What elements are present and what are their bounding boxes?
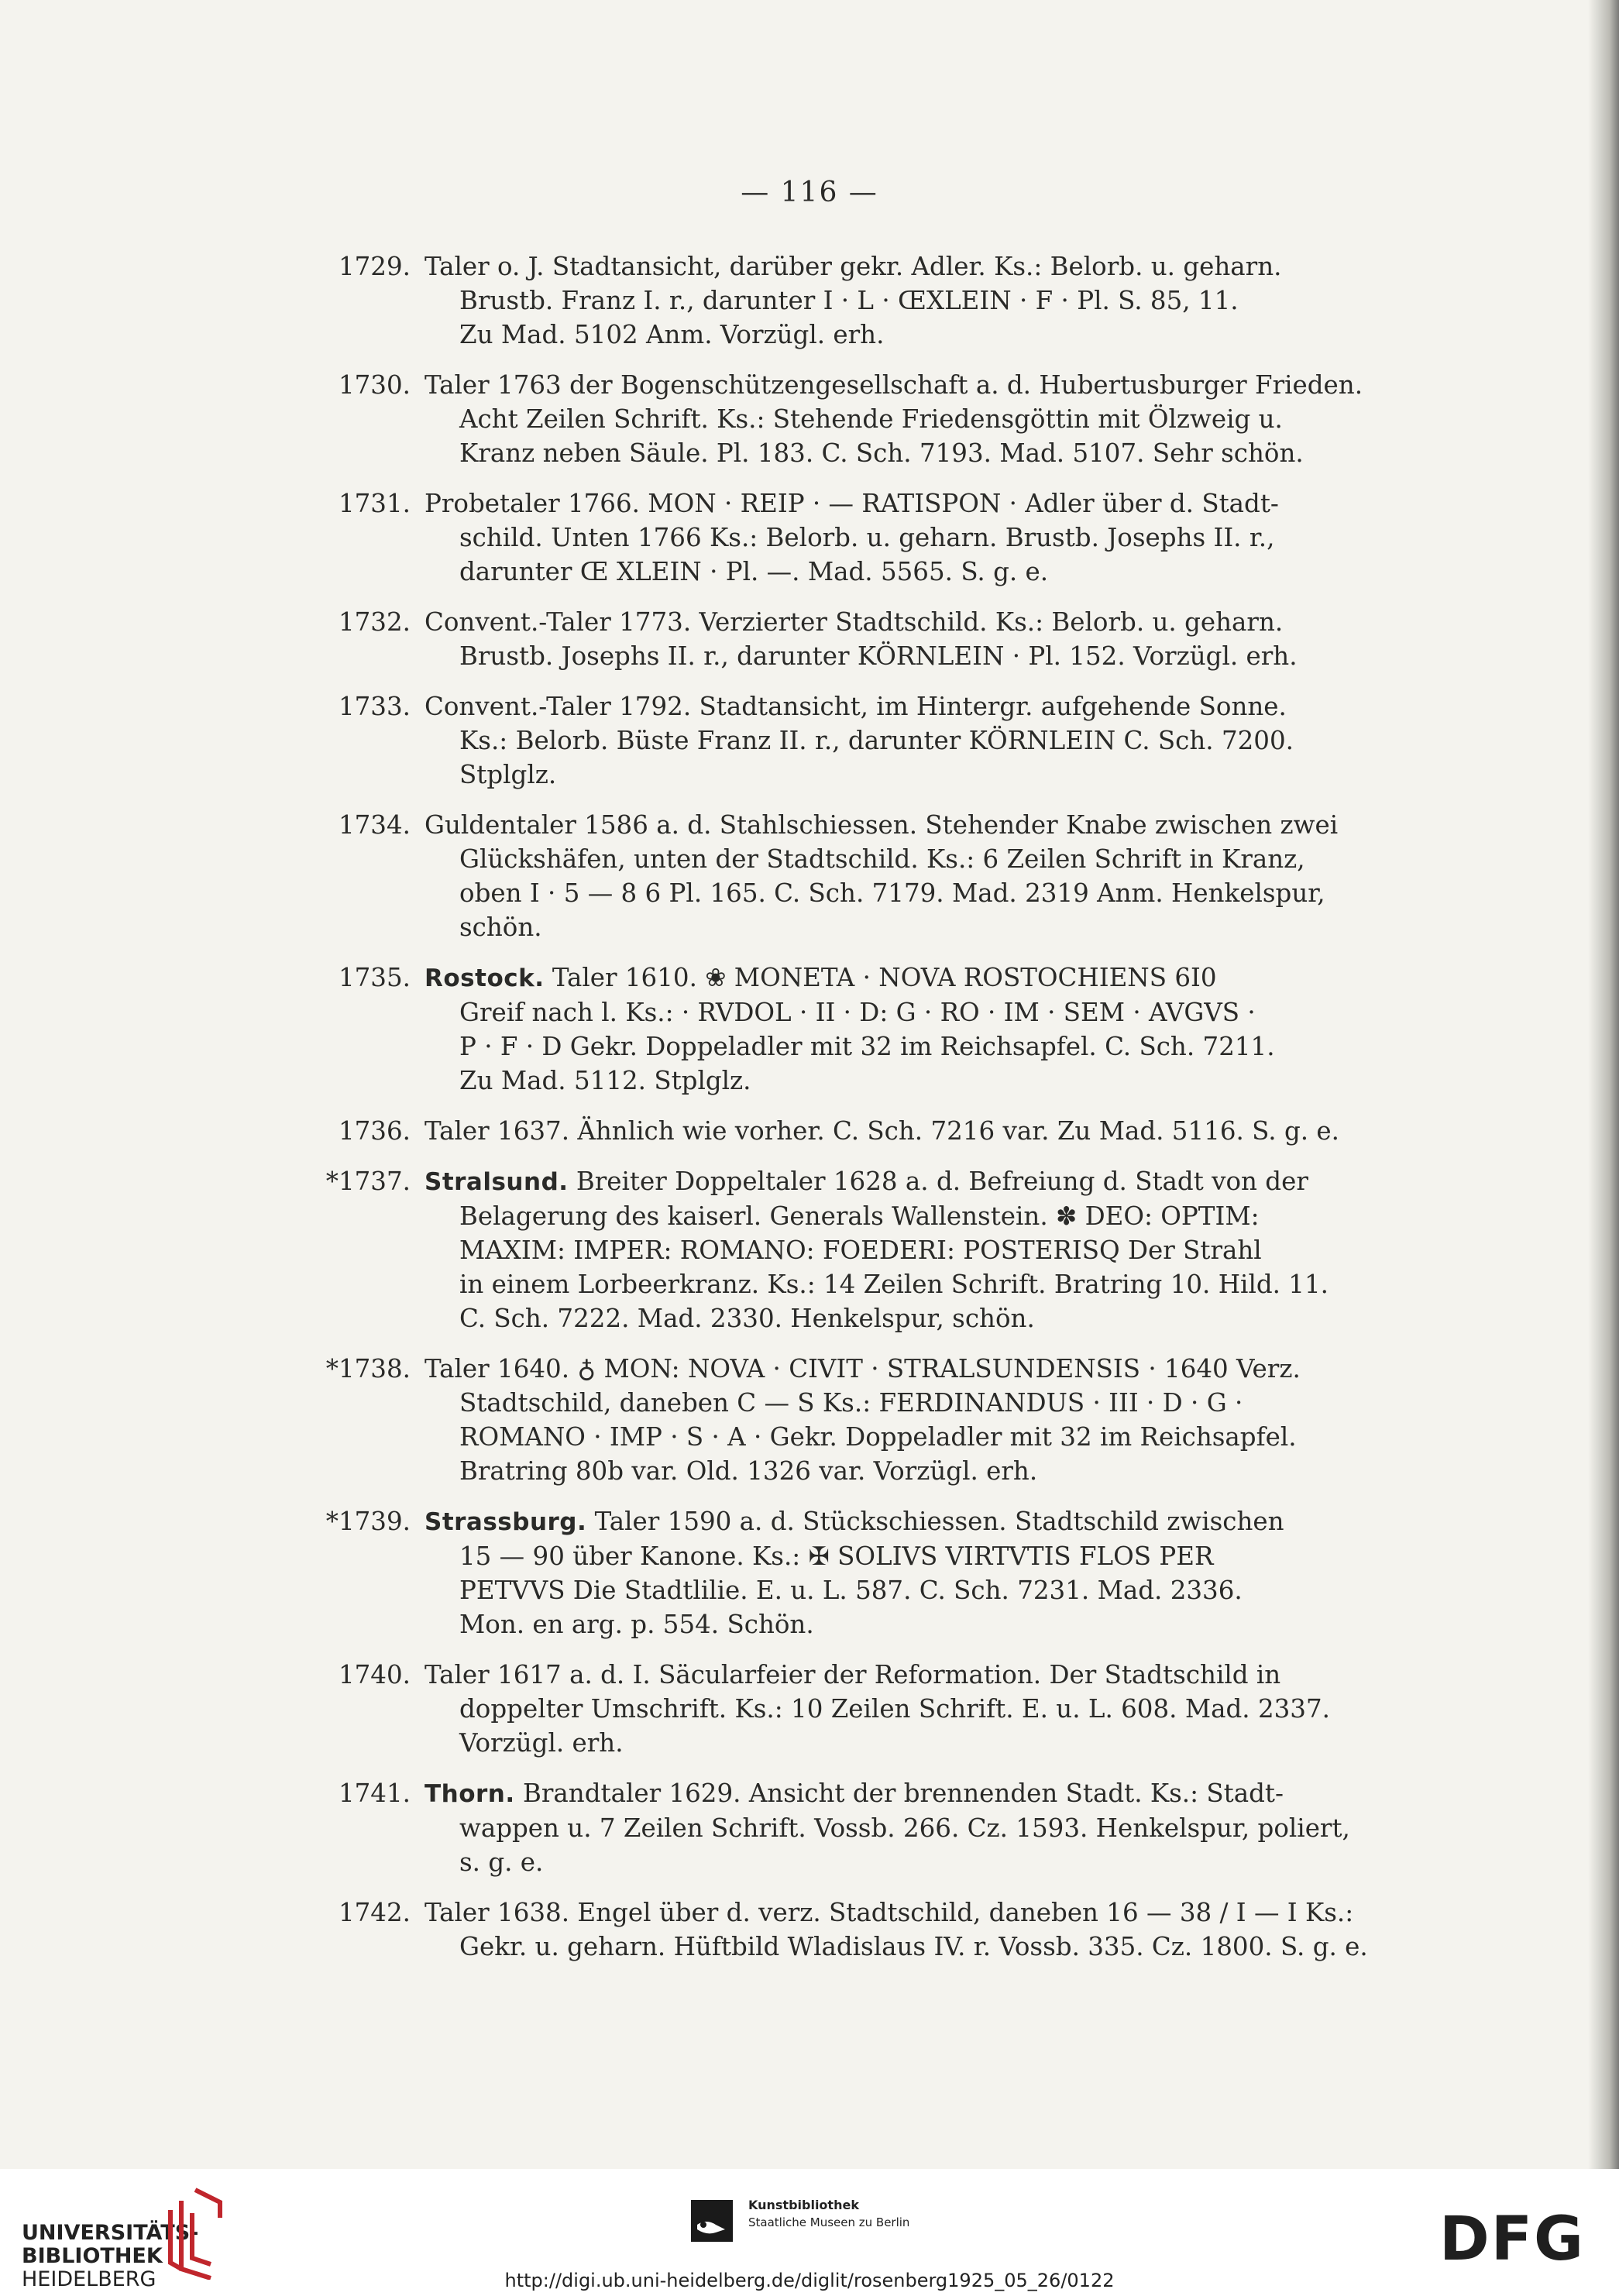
entry-text bbox=[425, 1776, 1379, 1879]
entry-line: Ks.: Belorb. Büste Franz II. r., darunter KÖRNLEIN C. Sch. 7200. bbox=[459, 726, 1294, 755]
entry-line: Belagerung des kaiserl. Generals Wallenstein. ✽ DEO: OPTIM: bbox=[459, 1201, 1260, 1231]
entry-line: Convent.-Taler 1773. Verzierter Stadtschild. Ks.: Belorb. u. geharn. bbox=[425, 607, 1284, 637]
entry-text bbox=[425, 961, 1379, 1098]
city-heading: Strassburg. bbox=[425, 1508, 587, 1536]
catalog-entry bbox=[310, 1658, 1379, 1760]
catalog-entry bbox=[310, 1776, 1379, 1879]
university-library-logo-icon bbox=[164, 2187, 226, 2280]
entry-line: 15 — 90 über Kanone. Ks.: ✠ SOLIVS VIRTVTIS FLOS PER bbox=[459, 1542, 1214, 1571]
entry-line bbox=[425, 1776, 1379, 1811]
entry-line: Glückshäfen, unten der Stadtschild. Ks.: 6 Zeilen Schrift in Kranz, bbox=[459, 844, 1305, 874]
entry-line: darunter Œ XLEIN · Pl. —. Mad. 5565. S. g. e. bbox=[459, 557, 1049, 586]
entry-text bbox=[425, 605, 1379, 673]
entry-line: oben I · 5 — 8 6 Pl. 165. C. Sch. 7179. Mad. 2319 Anm. Henkelspur, bbox=[459, 878, 1325, 908]
kb-line-1: Kunstbibliothek bbox=[748, 2198, 859, 2212]
entry-line: Brustb. Franz I. r., darunter I · L · ŒXLEIN · F · Pl. S. 85, 11. bbox=[459, 286, 1239, 315]
ub-line-1: UNIVERSITÄTS- bbox=[22, 2221, 199, 2245]
entry-line: Convent.-Taler 1792. Stadtansicht, im Hintergr. aufgehende Sonne. bbox=[425, 692, 1287, 721]
kb-line-2: Staatliche Museen zu Berlin bbox=[748, 2215, 910, 2229]
catalog-entry bbox=[310, 1164, 1379, 1335]
entry-text bbox=[425, 1658, 1379, 1760]
entry-line-text: Breiter Doppeltaler 1628 a. d. Befreiung d. Stadt von der bbox=[568, 1167, 1308, 1196]
entry-line: MAXIM: IMPER: ROMANO: FOEDERI: POSTERISQ Der Strahl bbox=[459, 1236, 1262, 1265]
entry-line: Taler 1640. ♁ MON: NOVA · CIVIT · STRALSUNDENSIS · 1640 Verz. bbox=[425, 1354, 1301, 1383]
entry-text bbox=[425, 1164, 1379, 1335]
catalog-entry bbox=[310, 1896, 1379, 1964]
ub-line-2: BIBLIOTHEK bbox=[22, 2244, 163, 2268]
entry-line: C. Sch. 7222. Mad. 2330. Henkelspur, schön. bbox=[459, 1304, 1035, 1333]
entry-line: schild. Unten 1766 Ks.: Belorb. u. geharn. Brustb. Josephs II. r., bbox=[459, 523, 1275, 552]
entry-line: Stadtschild, daneben C — S Ks.: FERDINANDUS · III · D · G · bbox=[459, 1388, 1243, 1418]
entry-line: PETVVS Die Stadtlilie. E. u. L. 587. C. Sch. 7231. Mad. 2336. bbox=[459, 1576, 1243, 1605]
entry-line: Guldentaler 1586 a. d. Stahlschiessen. Stehender Knabe zwischen zwei bbox=[425, 810, 1339, 840]
entry-number: 1732. bbox=[338, 607, 411, 637]
entry-number: *1738. bbox=[325, 1354, 411, 1383]
catalog-entry bbox=[310, 1352, 1379, 1488]
kunstbibliothek-name bbox=[748, 2197, 909, 2231]
entry-line: Greif nach l. Ks.: · RVDOL · II · D: G · RO · IM · SEM · AVGVS · bbox=[459, 998, 1256, 1027]
entry-line: in einem Lorbeerkranz. Ks.: 14 Zeilen Schrift. Bratring 10. Hild. 11. bbox=[459, 1270, 1329, 1299]
catalog-entry bbox=[310, 249, 1379, 352]
entry-text bbox=[425, 1504, 1379, 1641]
entry-text bbox=[425, 1352, 1379, 1488]
catalog-entries bbox=[310, 249, 1379, 1980]
entry-line-text: Taler 1610. ❀ MONETA · NOVA ROSTOCHIENS 6I0 bbox=[544, 963, 1217, 992]
entry-line bbox=[425, 1164, 1379, 1199]
entry-line: Kranz neben Säule. Pl. 183. C. Sch. 7193. Mad. 5107. Sehr schön. bbox=[459, 438, 1304, 468]
catalog-entry bbox=[310, 1504, 1379, 1641]
entry-number: *1739. bbox=[325, 1507, 411, 1536]
catalog-entry bbox=[310, 808, 1379, 944]
entry-number: 1735. bbox=[338, 963, 411, 992]
entry-line: Taler 1638. Engel über d. verz. Stadtschild, daneben 16 — 38 / I — I Ks.: bbox=[425, 1898, 1354, 1927]
entry-text bbox=[425, 486, 1379, 589]
entry-line: doppelter Umschrift. Ks.: 10 Zeilen Schrift. E. u. L. 608. Mad. 2337. bbox=[459, 1694, 1330, 1724]
entry-line: Taler 1763 der Bogenschützengesellschaft a. d. Hubertusburger Frieden. bbox=[425, 370, 1363, 400]
entry-line: Gekr. u. geharn. Hüftbild Wladislaus IV. r. Vossb. 335. Cz. 1800. S. g. e. bbox=[459, 1932, 1368, 1961]
entry-line: Stplglz. bbox=[459, 760, 557, 789]
catalog-entry bbox=[310, 689, 1379, 792]
source-url-link[interactable]: http://digi.ub.uni-heidelberg.de/diglit/rosenberg1925_05_26/0122 bbox=[504, 2270, 1115, 2291]
entry-line bbox=[425, 1504, 1379, 1539]
entry-line: wappen u. 7 Zeilen Schrift. Vossb. 266. Cz. 1593. Henkelspur, poliert, bbox=[459, 1813, 1350, 1843]
entry-text bbox=[425, 1896, 1379, 1964]
kunstbibliothek-logo-icon bbox=[689, 2198, 734, 2243]
city-heading: Stralsund. bbox=[425, 1168, 569, 1196]
catalog-entry bbox=[310, 605, 1379, 673]
entry-line: schön. bbox=[459, 913, 542, 942]
entry-line bbox=[425, 961, 1379, 995]
catalog-entry bbox=[310, 368, 1379, 470]
entry-line: Probetaler 1766. MON · REIP · — RATISPON · Adler über d. Stadt- bbox=[425, 489, 1279, 518]
entry-line: Zu Mad. 5112. Stplglz. bbox=[459, 1066, 751, 1095]
entry-line-text: Taler 1590 a. d. Stückschiessen. Stadtschild zwischen bbox=[586, 1507, 1284, 1536]
entry-text bbox=[425, 368, 1379, 470]
entry-line: s. g. e. bbox=[459, 1847, 544, 1877]
entry-text bbox=[425, 689, 1379, 792]
catalog-entry bbox=[310, 1114, 1379, 1148]
entry-text bbox=[425, 1114, 1379, 1148]
entry-number: *1737. bbox=[325, 1167, 411, 1196]
entry-number: 1736. bbox=[338, 1116, 411, 1146]
entry-line: Brustb. Josephs II. r., darunter KÖRNLEIN · Pl. 152. Vorzügl. erh. bbox=[459, 641, 1298, 671]
entry-number: 1734. bbox=[338, 810, 411, 840]
entry-line: Mon. en arg. p. 554. Schön. bbox=[459, 1610, 814, 1639]
entry-text bbox=[425, 249, 1379, 352]
entry-number: 1741. bbox=[338, 1779, 411, 1808]
entry-line: Taler o. J. Stadtansicht, darüber gekr. Adler. Ks.: Belorb. u. geharn. bbox=[425, 252, 1282, 281]
dfg-logo: DFG bbox=[1439, 2205, 1586, 2274]
entry-line: Acht Zeilen Schrift. Ks.: Stehende Friedensgöttin mit Ölzweig u. bbox=[459, 404, 1283, 434]
entry-text bbox=[425, 808, 1379, 944]
entry-line: P · F · D Gekr. Doppeladler mit 32 im Reichsapfel. C. Sch. 7211. bbox=[459, 1032, 1275, 1061]
entry-number: 1729. bbox=[338, 252, 411, 281]
ub-line-3: HEIDELBERG bbox=[22, 2267, 156, 2291]
entry-line: Taler 1617 a. d. I. Säcularfeier der Reformation. Der Stadtschild in bbox=[425, 1660, 1281, 1689]
city-heading: Rostock. bbox=[425, 964, 545, 992]
entry-number: 1742. bbox=[338, 1898, 411, 1927]
page-edge-shadow bbox=[1588, 0, 1619, 2169]
page-number: — 116 — bbox=[741, 177, 878, 208]
entry-line: Taler 1637. Ähnlich wie vorher. C. Sch. 7216 var. Zu Mad. 5116. S. g. e. bbox=[425, 1116, 1339, 1146]
entry-number: 1730. bbox=[338, 370, 411, 400]
catalog-entry bbox=[310, 961, 1379, 1098]
entry-line: Zu Mad. 5102 Anm. Vorzügl. erh. bbox=[459, 320, 885, 349]
entry-number: 1733. bbox=[338, 692, 411, 721]
entry-line: Vorzügl. erh. bbox=[459, 1728, 624, 1758]
catalog-entry bbox=[310, 486, 1379, 589]
entry-line: ROMANO · IMP · S · A · Gekr. Doppeladler mit 32 im Reichsapfel. bbox=[459, 1422, 1297, 1452]
entry-number: 1731. bbox=[338, 489, 411, 518]
entry-line-text: Brandtaler 1629. Ansicht der brennenden Stadt. Ks.: Stadt- bbox=[514, 1779, 1284, 1808]
entry-line: Bratring 80b var. Old. 1326 var. Vorzügl. erh. bbox=[459, 1456, 1038, 1486]
entry-number: 1740. bbox=[338, 1660, 411, 1689]
city-heading: Thorn. bbox=[425, 1780, 515, 1808]
